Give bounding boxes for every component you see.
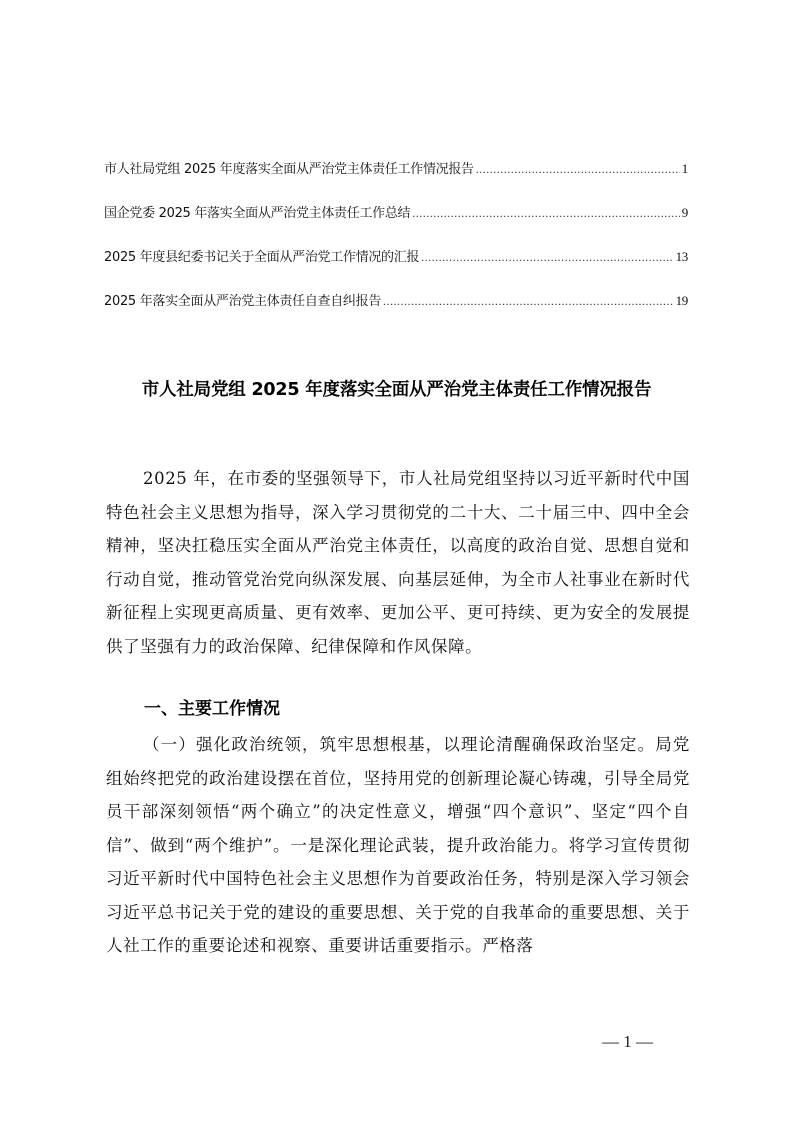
toc-item[interactable] — [104, 202, 688, 246]
toc-item-title: 2025 年度县纪委书记关于全面从严治党工作情况的汇报 — [104, 250, 420, 265]
toc-leader-dots — [412, 206, 680, 221]
toc-leader-dots — [421, 250, 673, 265]
subsection-lead: （一）强化政治统领，筑牢思想根基，以理论清醒确保政治坚定。 — [143, 735, 656, 754]
toc-item[interactable] — [104, 158, 688, 202]
toc-item[interactable] — [104, 246, 688, 290]
document-title: 市人社局党组 2025 年度落实全面从严治党主体责任工作情况报告 — [141, 380, 652, 400]
toc-item-title: 市人社局党组 2025 年度落实全面从严治党主体责任工作情况报告 — [104, 162, 474, 177]
toc-item[interactable] — [104, 290, 688, 334]
section-heading: 一、主要工作情况 — [144, 699, 280, 719]
page-number: — 1 — — [602, 1032, 653, 1051]
subsection-paragraph — [106, 728, 690, 963]
toc-item-title: 2025 年落实全面从严治党主体责任自查自纠报告 — [104, 294, 382, 309]
toc-leader-dots — [476, 162, 680, 177]
toc-item-title: 国企党委 2025 年落实全面从严治党主体责任工作总结 — [104, 206, 411, 221]
toc-item-page: 19 — [675, 293, 688, 308]
toc-item-page: 13 — [675, 249, 688, 264]
toc-item-page: 9 — [681, 205, 688, 220]
intro-paragraph: 2025 年，在市委的坚强领导下，市人社局党组坚持以习近平新时代中国特色社会主义思想为指导，深入学习贯彻党的二十大、二十届三中、四中全会精神，坚决扛稳压实全面从严治党主体责任，以高度的政治自觉、思想自觉和行动自觉，推动管党治党向纵深发展、向基层延伸，为全市人社事业在新时代新征程上实现更高质量、更有效率、更加公平、更可持续、更为安全的发展提供了坚强有力的政治保障、纪律保障和作风保障。 — [106, 469, 690, 656]
toc-leader-dots — [383, 294, 674, 309]
toc-item-page: 1 — [681, 161, 688, 176]
table-of-contents — [104, 158, 688, 334]
subsection-body: 局党组始终把党的政治建设摆在首位，坚持用党的创新理论凝心铸魂，引导全局党员干部深刻领悟“两个确立”的决定性意义，增强“四个意识”、坚定“四个自信”、做到“两个维护”。一是深化理论武装，提升政治能力。将学习宣传贯彻习近平新时代中国特色社会主义思想作为首要政治任务，特别是深入学习领会习近平总书记关于党的建设的重要思想、关于党的自我革命的重要思想、关于人社工作的重要论述和视察、重要讲话重要指示。严格落 — [106, 735, 690, 955]
